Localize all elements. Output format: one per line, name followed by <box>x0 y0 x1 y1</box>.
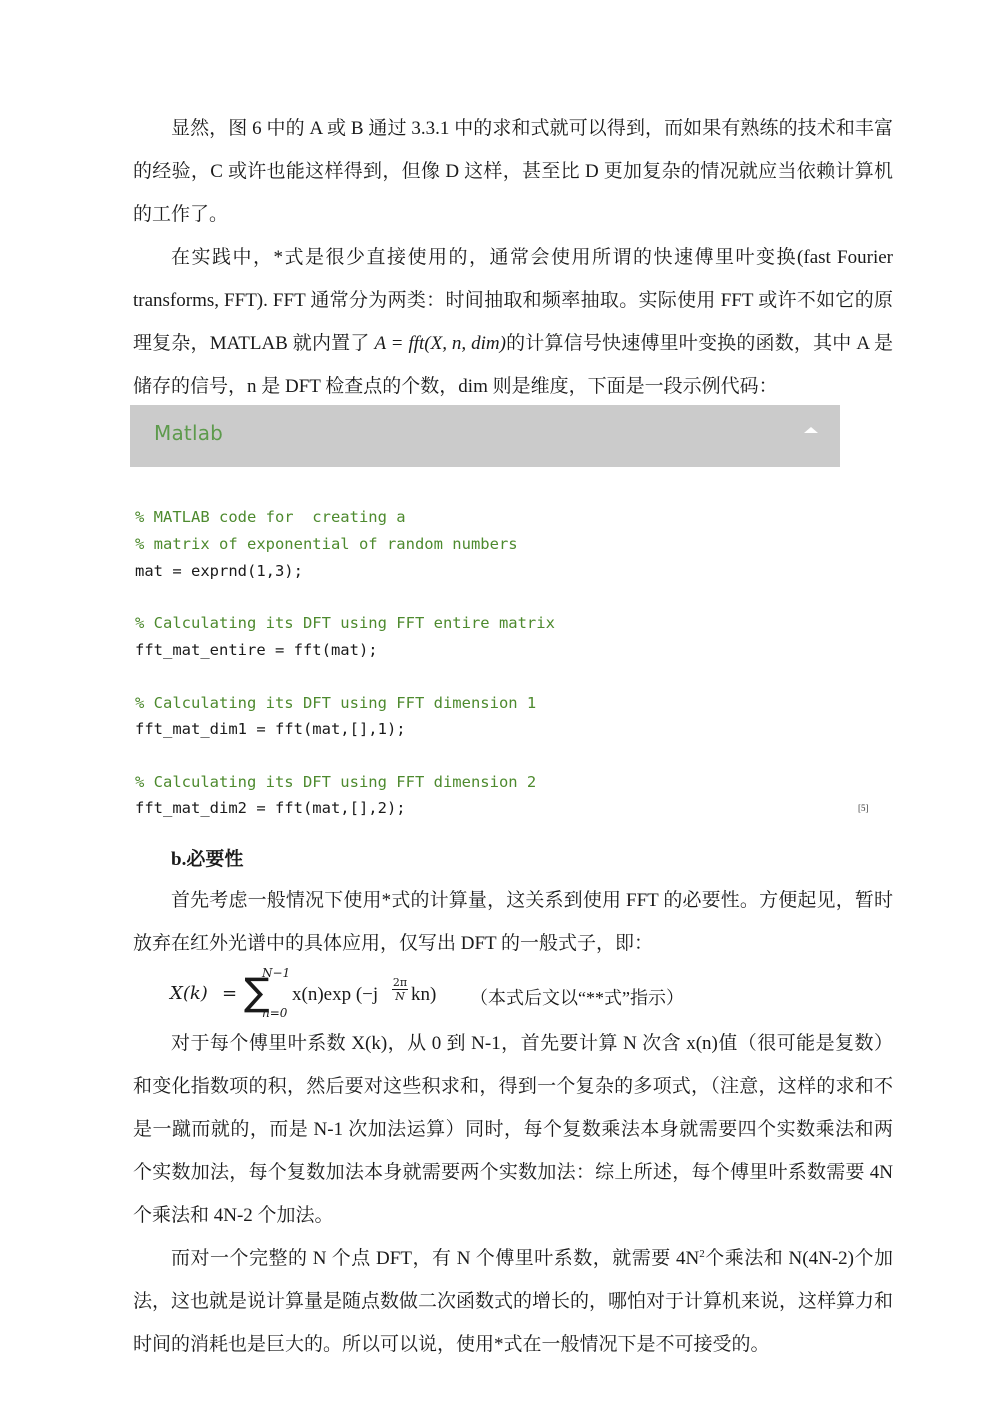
dft-formula <box>170 968 870 1024</box>
formula-equals: = <box>222 983 238 1004</box>
paragraph-text: 的计算信号快速傅里叶变换的函数，其中 A 是储存的信号，n 是 DFT 检查点的个数，dim 则是维度，下面是一段示例代码： <box>133 333 893 397</box>
formula-lower-limit: n=0 <box>262 1006 288 1020</box>
fraction-denominator: N <box>395 990 405 1003</box>
code-language-label: Matlab <box>154 421 224 445</box>
paragraph-conclusion <box>133 1237 893 1366</box>
citation-reference[interactable]: [5] <box>858 803 869 813</box>
code-line-comment: % Calculating its DFT using FFT dimension 1 <box>135 694 537 712</box>
formula-tail: kn) <box>411 984 437 1005</box>
code-line-comment: % Calculating its DFT using FFT dimension 2 <box>135 773 537 791</box>
formula-lhs: X(k) <box>170 983 208 1004</box>
code-line-comment: % Calculating its DFT using FFT entire matrix <box>135 614 555 632</box>
paragraph-necessity: 首先考虑一般情况下使用*式的计算量，这关系到使用 FFT 的必要性。方便起见，暂时放弃在红外光谱中的具体应用，仅写出 DFT 的一般式子，即： <box>133 890 893 954</box>
code-line-statement: mat = exprnd(1,3); <box>135 562 303 580</box>
formula-note: （本式后文以“**式”指示） <box>470 988 684 1008</box>
summation-icon: ∑ <box>244 970 270 1014</box>
code-block-header[interactable] <box>130 405 840 467</box>
collapse-triangle-up-icon[interactable] <box>804 427 818 433</box>
fft-function-formula: A = fft(X, n, dim) <box>374 333 506 354</box>
formula-body: x(n)exp (−j <box>292 984 379 1005</box>
paragraph-text: 个乘法和 N(4N-2)个加法，这也就是说计算量是随点数做二次函数式的增长的，哪怕对于计算机来说，这样算力和时间的消耗也是巨大的。所以可以说，使用*式在一般情况下是不可接受的。 <box>133 1248 894 1355</box>
fraction-numerator: 2π <box>392 976 408 989</box>
superscript: 2 <box>699 1248 705 1260</box>
code-line-comment: % MATLAB code for creating a <box>135 508 406 526</box>
paragraph-intro: 显然，图 6 中的 A 或 B 通过 3.3.1 中的求和式就可以得到，而如果有熟练的技术和丰富的经验，C 或许也能这样得到，但像 D 这样，甚至比 D 更加复杂的情况就应当依赖计算机的工作了。 <box>133 118 893 225</box>
paragraph-text: 在实践中，*式是很少直接使用的，通常会使用所谓的快速傅里叶变换(fast Fourier transforms, FFT). FFT 通常分为两类：时间抽取和频率抽取。实际使用 FFT 或许不如它的原理复杂，MATLAB 就内置了 <box>133 247 893 354</box>
code-line-statement: fft_mat_dim1 = fft(mat,[],1); <box>135 720 406 738</box>
formula-upper-limit: N−1 <box>262 966 291 980</box>
code-line-statement: fft_mat_dim2 = fft(mat,[],2); <box>135 799 406 817</box>
code-line-comment: % matrix of exponential of random numbers <box>135 535 518 553</box>
paragraph-complexity: 对于每个傅里叶系数 X(k)，从 0 到 N-1，首先要计算 N 次含 x(n)值（很可能是复数）和变化指数项的积，然后要对这些积求和，得到一个复杂的多项式，（注意，这样的求和不是一蹴而就的，而是 N-1 次加法运算）同时，每个复数乘法本身就需要四个实数乘法和两个实数加法，每个复数加法本身就需要两个实数加法：综上所述，每个傅里叶系数需要 4N 个乘法和 4N-2 个加法。 <box>133 1033 893 1226</box>
paragraph-text: 而对一个完整的 N 个点 DFT，有 N 个傅里叶系数，就需要 4N <box>171 1248 700 1269</box>
paragraph-fft-practice <box>133 236 893 408</box>
section-heading: b.必要性 <box>171 849 244 870</box>
code-line-statement: fft_mat_entire = fft(mat); <box>135 641 378 659</box>
formula-fraction <box>392 976 408 1003</box>
